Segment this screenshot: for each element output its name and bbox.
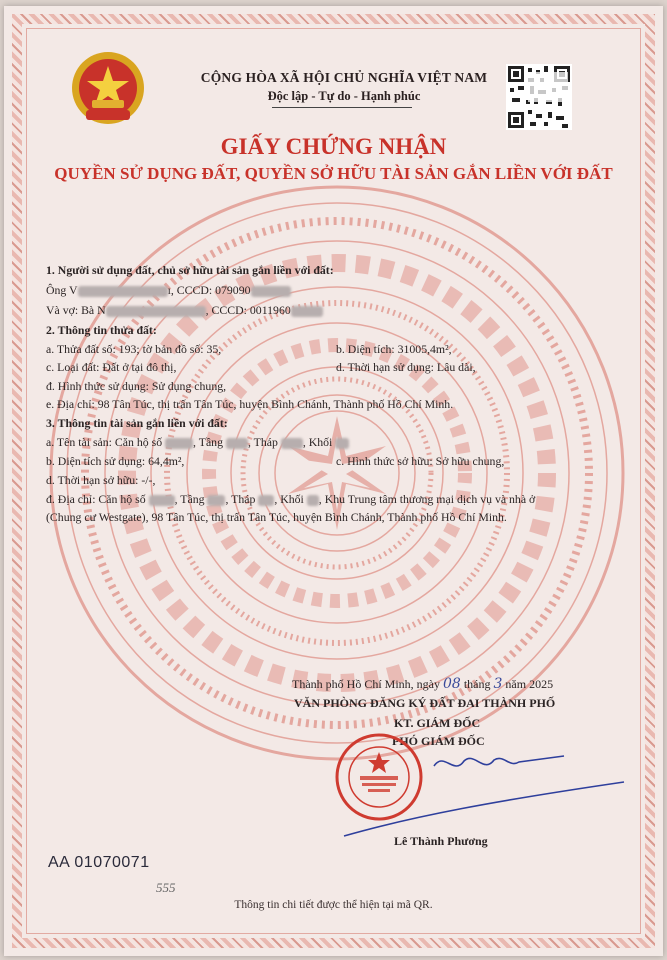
land-use-form: đ. Hình thức sử dụng: Sử dụng chung, [46,379,227,393]
asset-address-line-1 [46,492,535,507]
spouse-prefix: Và vợ: Bà N [46,303,106,317]
redacted-id [251,286,291,297]
qr-code-icon[interactable] [506,64,572,130]
issue-date [292,676,553,692]
asset-name [46,435,349,450]
section-2-heading: 2. Thông tin thửa đất: [46,323,157,337]
asset-name-label: a. Tên tài sản: Căn hộ số [46,435,163,449]
issuing-office: VĂN PHÒNG ĐĂNG KÝ ĐẤT ĐAI THÀNH PHỐ [294,696,556,710]
section-1-heading: 1. Người sử dụng đất, chủ sở hữu tài sản gắn liền với đất: [46,263,334,277]
redacted-floor [226,438,248,449]
certificate-title: GIẤY CHỨNG NHẬN [220,134,447,159]
owner-line [46,283,291,298]
date-month: 3 [493,676,503,692]
asset-tower-label: , Tháp [247,435,278,449]
land-type: c. Loại đất: Đất ở tại đô thị, [46,360,177,374]
asset-address-label: đ. Địa chỉ: Căn hộ số [46,492,146,506]
redacted-tower-2 [258,495,274,506]
redacted-unit [165,438,193,449]
spouse-line [46,303,323,318]
owner-prefix: Ông V [46,283,78,297]
serial-number: AA 01070071 [48,854,150,871]
section-3-heading: 3. Thông tin tài sản gắn liền với đất: [46,416,228,430]
land-term: d. Thời hạn sử dụng: Lâu dài, [336,360,476,374]
parcel-number: a. Thửa đất số: 193; tờ bản đồ số: 35, [46,342,222,356]
certificate-sheet [4,6,663,956]
footer-note: Thông tin chi tiết được thể hiện tại mã QR. [234,899,433,911]
asset-address-line-2: (Chung cư Westgate), 98 Tân Túc, thị trấn Tân Túc, huyện Bình Chánh, Thành phố Hồ Chí Minh. [46,510,507,524]
redacted-block-2 [307,495,319,506]
date-month-label: tháng [463,677,491,691]
asset-address-floor: , Tầng [174,492,205,506]
motto-underline [272,107,412,108]
parcel-area: b. Diện tích: 31005,4m², [336,342,452,356]
asset-floor-label: , Tầng [193,435,223,449]
redacted-name [78,286,168,297]
spouse-id: , CCCD: 0011960 [205,303,291,317]
redacted-block [335,438,349,449]
asset-block-label: , Khối [302,435,333,449]
asset-address-rest: , Khu Trung tâm thương mại dịch vụ và nhà ở [318,492,536,506]
asset-address-tower: , Tháp [225,492,256,506]
ownership-form: c. Hình thức sở hữu: Sở hữu chung, [336,454,505,468]
redacted-spouse-name [106,306,206,317]
country-name: CỘNG HÒA XÃ HỘI CHỦ NGHĨA VIỆT NAM [200,70,488,85]
redacted-floor-2 [207,495,225,506]
certificate-subtitle: QUYỀN SỬ DỤNG ĐẤT, QUYỀN SỞ HỮU TÀI SẢN GẮN LIỀN VỚI ĐẤT [54,164,613,183]
redacted-tower [281,438,303,449]
national-emblem-icon [66,48,150,132]
handwritten-signature [334,746,634,846]
redacted-unit-2 [149,495,175,506]
deputy-director-title: PHÓ GIÁM ĐỐC [392,734,485,748]
signer-name: Lê Thành Phương [394,834,488,848]
date-day: 08 [443,676,461,692]
director-title: KT. GIÁM ĐỐC [394,716,481,730]
owner-id: ı, CCCD: 079090 [167,283,251,297]
land-address: e. Địa chỉ: 98 Tân Túc, thị trấn Tân Túc, huyện Bình Chánh, Thành phố Hồ Chí Minh. [46,397,454,411]
asset-address-block: , Khối [274,492,304,506]
usage-area: b. Diện tích sử dụng: 64,4m², [46,454,185,468]
redacted-spouse-id [291,306,323,317]
handwritten-number: 555 [156,880,176,895]
date-year: năm 2025 [505,677,554,691]
ownership-term: d. Thời hạn sở hữu: -/-, [46,473,156,487]
date-prefix: Thành phố Hồ Chí Minh, ngày [292,677,440,691]
national-motto: Độc lập - Tự do - Hạnh phúc [267,89,421,103]
